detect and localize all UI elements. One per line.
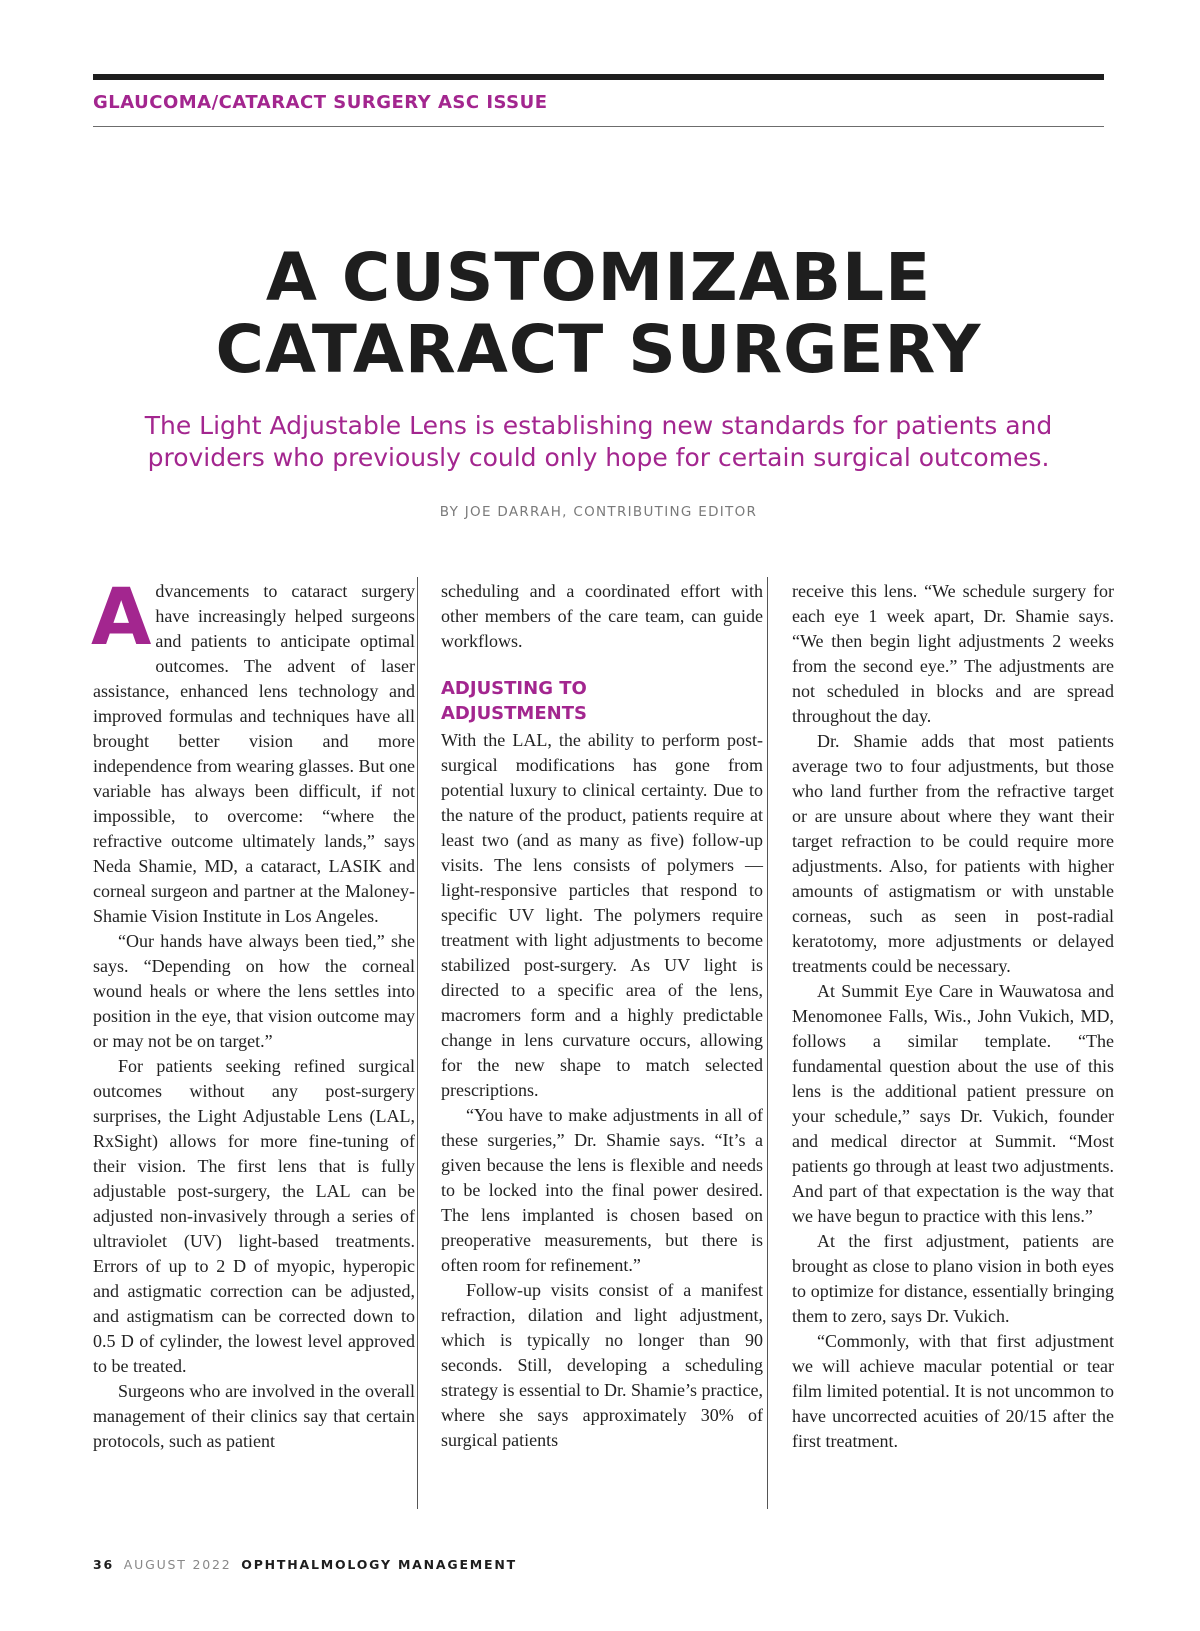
column-divider (767, 577, 768, 1509)
column-divider (417, 577, 418, 1509)
paragraph: At Summit Eye Care in Wauwatosa and Menomonee Falls, Wis., John Vukich, MD, follows a similar template. “The fundamental question about the use of this lens is the additional patient pressure on your schedule,” says Dr. Vukich, founder and medical director at Summit. “Most patients go through at least two adjustments. And part of that expectation is the way that we have begun to practice with this lens.” (792, 981, 1114, 1226)
section-label: GLAUCOMA/CATARACT SURGERY ASC ISSUE (93, 92, 548, 113)
page-number: 36 (93, 1557, 114, 1572)
byline: BY JOE DARRAH, CONTRIBUTING EDITOR (439, 504, 758, 520)
paragraph: “Our hands have always been tied,” she says. “Depending on how the corneal wound heals or where the lens settles into position in the eye, that vision outcome may or may not be on target.” (93, 931, 415, 1051)
page-footer (93, 1557, 517, 1572)
paragraph: scheduling and a coordinated effort with other members of the care team, can guide workflows. (441, 581, 763, 651)
paragraph: At the first adjustment, patients are brought as close to plano vision in both eyes to optimize for distance, essentially bringing them to zero, says Dr. Vukich. (792, 1231, 1114, 1326)
article-title-line-1: A CUSTOMIZABLE (265, 239, 932, 316)
paragraph: Follow-up visits consist of a manifest refraction, dilation and light adjustment, which is typically no longer than 90 seconds. Still, developing a scheduling strategy is essential to Dr. Shamie’s practice, where she says approximately 30% of surgical patients (441, 1280, 763, 1450)
paragraph: “You have to make adjustments in all of these surgeries,” Dr. Shamie says. “It’s a given because the lens is flexible and needs to be locked into the final power desired. The lens implanted is chosen based on preoperative measurements, but there is often room for refinement.” (441, 1105, 763, 1275)
paragraph: Surgeons who are involved in the overall management of their clinics say that certain protocols, such as patient (93, 1381, 415, 1451)
article-subtitle-line-2: providers who previously could only hope for certain surgical outcomes. (147, 443, 1050, 472)
subhead-line-1: ADJUSTING TO (441, 678, 587, 699)
paragraph: “Commonly, with that first adjustment we will achieve macular potential or tear film limited potential. It is not uncommon to have uncorrected acuities of 20/15 after the first treatment. (792, 1331, 1114, 1451)
top-rule (93, 74, 1104, 80)
paragraph: receive this lens. “We schedule surgery for each eye 1 week apart, Dr. Shamie says. “We then begin light adjustments 2 weeks from the second eye.” The adjustments are not scheduled in blocks and are spread throughout the day. (792, 581, 1114, 726)
article-subtitle-line-1: The Light Adjustable Lens is establishing new standards for patients and (144, 411, 1053, 440)
subhead (441, 676, 763, 726)
body-column-3 (792, 579, 1114, 1454)
article-title-line-2: CATARACT SURGERY (215, 311, 982, 388)
body-column-1 (91, 573, 415, 1454)
paragraph: With the LAL, the ability to perform post-surgical modifications has gone from potential luxury to clinical certainty. Due to the nature of the product, patients require at least two (and as many as five) follow-up visits. The lens consists of polymers — light-responsive particles that respond to specific UV light. The polymers require treatment with light adjustments to become stabilized post-surgery. As UV light is directed to a specific area of the lens, macromers form and a highly predictable change in lens curvature occurs, allowing for the new shape to match selected prescriptions. (441, 730, 763, 1100)
paragraph: For patients seeking refined surgical outcomes without any post-surgery surprises, the Light Adjustable Lens (LAL, RxSight) allows for more fine-tuning of their vision. The first lens that is fully adjustable post-surgery, the LAL can be adjusted non-invasively through a series of ultraviolet (UV) light-based treatments. Errors of up to 2 D of myopic, hyperopic and astigmatic correction can be adjusted, and astigmatism can be corrected down to 0.5 D of cylinder, the lowest level approved to be treated. (93, 1056, 415, 1376)
paragraph-text: dvancements to cataract surgery have increasingly helped surgeons and patients to anticipate optimal outcomes. The advent of laser assistance, enhanced lens technology and improved formulas and techniques have all brought better vision and more independence from wearing glasses. But one variable has always been difficult, if not impossible, to overcome: “where the refractive outcome ultimately lands,” says Neda Shamie, MD, a cataract, LASIK and corneal surgeon and partner at the Maloney-Shamie Vision Institute in Los Angeles. (93, 581, 415, 926)
publication-name: OPHTHALMOLOGY MANAGEMENT (241, 1557, 517, 1572)
paragraph: Dr. Shamie adds that most patients average two to four adjustments, but those who land further from the refractive target or are unsure about where they want their target refraction to be could require more adjustments. Also, for patients with higher amounts of astigmatism or with unstable corneas, such as seen in post-radial keratotomy, more adjustments or delayed treatments could be necessary. (792, 731, 1114, 976)
section-rule (93, 126, 1104, 127)
article-title (93, 239, 1104, 388)
subhead-line-2: ADJUSTMENTS (441, 703, 587, 724)
drop-cap: A (91, 573, 152, 663)
body-column-2 (441, 579, 763, 1453)
paragraph (91, 573, 415, 929)
issue-date: AUGUST 2022 (123, 1557, 232, 1572)
article-subtitle (93, 410, 1104, 474)
